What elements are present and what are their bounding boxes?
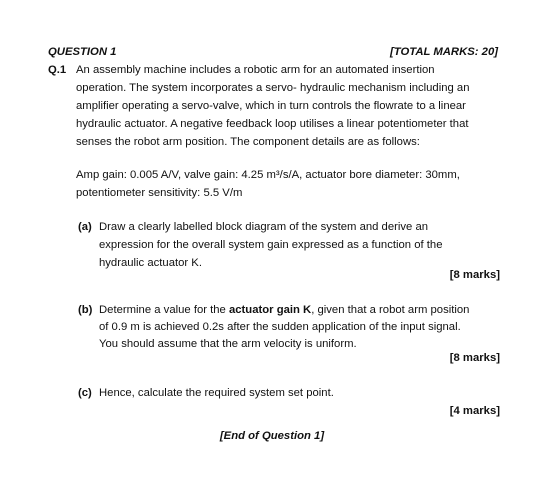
details-line: potentiometer sensitivity: 5.5 V/m bbox=[76, 187, 243, 199]
details-line: Amp gain: 0.005 A/V, valve gain: 4.25 m³/s/A, actuator bore diameter: 30mm, bbox=[76, 169, 460, 181]
part-b-text: , given that a robot arm position bbox=[311, 304, 470, 316]
part-c-marks: [4 marks] bbox=[449, 405, 500, 417]
part-b-label: (b) bbox=[78, 304, 93, 316]
part-b-line: of 0.9 m is achieved 0.2s after the sudden application of the input signal. bbox=[99, 321, 461, 333]
part-a-label: (a) bbox=[78, 221, 92, 233]
intro-line: operation. The system incorporates a servo- hydraulic mechanism including an bbox=[76, 82, 470, 94]
part-b-line: You should assume that the arm velocity is uniform. bbox=[99, 338, 357, 350]
part-c-text: Hence, calculate the required system set point. bbox=[99, 387, 334, 399]
question-title: QUESTION 1 bbox=[48, 46, 117, 58]
intro-line: hydraulic actuator. A negative feedback loop utilises a linear potentiometer that bbox=[76, 118, 469, 130]
intro-line: senses the robot arm position. The component details are as follows: bbox=[76, 136, 420, 148]
part-a-line: Draw a clearly labelled block diagram of the system and derive an bbox=[99, 221, 429, 233]
question-label: Q.1 bbox=[48, 64, 67, 76]
end-of-question: [End of Question 1] bbox=[219, 430, 325, 442]
intro-line: An assembly machine includes a robotic arm for an automated insertion bbox=[76, 64, 435, 76]
part-b-line-1 bbox=[99, 302, 469, 318]
part-a-line: expression for the overall system gain expressed as a function of the bbox=[99, 239, 443, 251]
intro-line: amplifier operating a servo-valve, which in turn controls the flowrate to a linear bbox=[76, 100, 466, 112]
total-marks: [TOTAL MARKS: 20] bbox=[390, 46, 498, 58]
part-c-label: (c) bbox=[78, 387, 92, 399]
actuator-gain-term: actuator gain K bbox=[228, 304, 312, 316]
part-a-line: hydraulic actuator K. bbox=[99, 257, 202, 269]
part-a-marks: [8 marks] bbox=[449, 269, 500, 281]
part-b-marks: [8 marks] bbox=[449, 352, 500, 364]
part-b-text: Determine a value for the bbox=[99, 304, 229, 316]
